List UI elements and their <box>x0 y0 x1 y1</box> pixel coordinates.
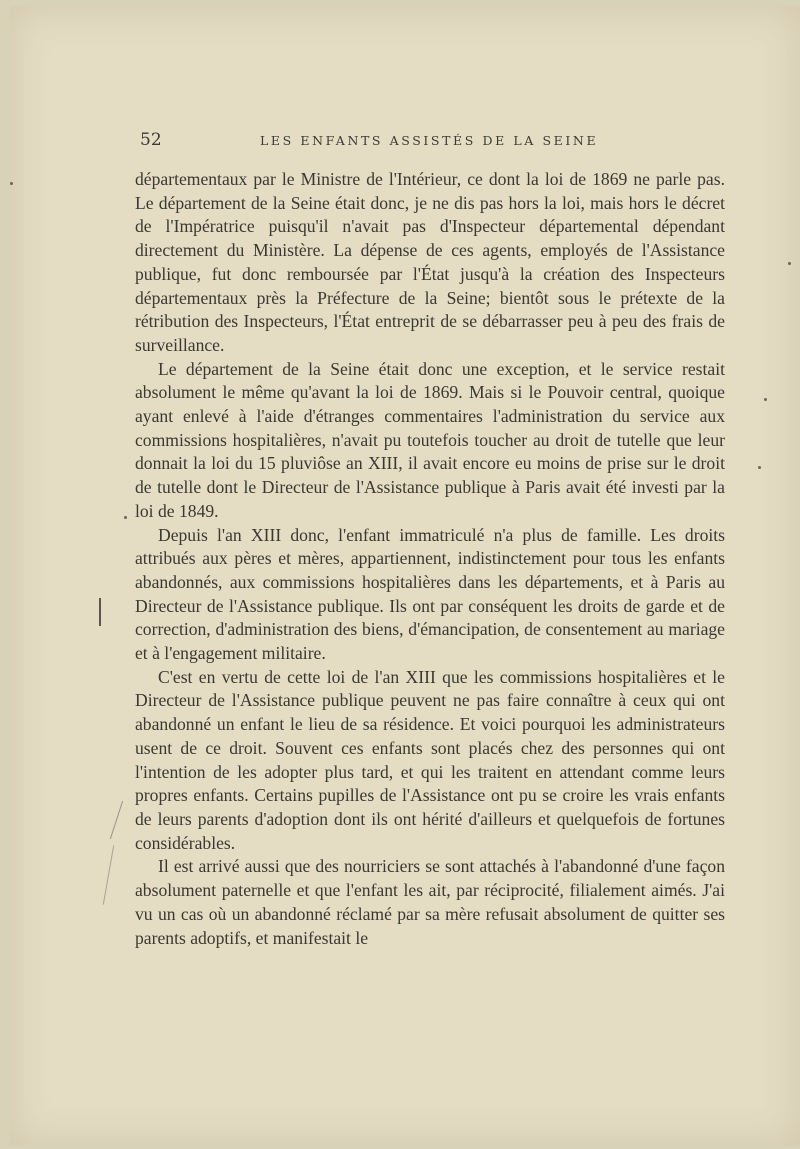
margin-bar-mark <box>99 598 101 626</box>
margin-speck <box>764 398 767 401</box>
body-text <box>135 168 725 950</box>
margin-speck <box>124 516 127 519</box>
page-header <box>140 130 725 154</box>
paragraph-2: Le département de la Seine était donc une exception, et le service restait absolument le même qu'avant la loi de 1869. Mais si le Pouvoir central, quoique ayant enlevé à l'aide d'étranges commentaires l'administration du service aux commissions hospitalières, n'avait pu toutefois toucher au droit de tutelle que leur donnait la loi du 15 pluviôse an XIII, il avait encore eu moins de prise sur le droit de tutelle dont le Directeur de l'Assistance publique à Paris avait été investi par la loi de 1849. <box>135 358 725 521</box>
paragraph-3: Depuis l'an XIII donc, l'enfant immatriculé n'a plus de famille. Les droits attribués aux pères et mères, appartiennent, indistinctement pour tous les enfants abandonnés, aux commissions hospitalières dans les départements, et à Paris au Directeur de l'Assistance publique. Ils ont par conséquent les droits de garde et de correction, d'administration des biens, d'émancipation, de consentement au mariage et à l'engagement militaire. <box>135 524 725 664</box>
page-number: 52 <box>140 130 162 150</box>
paragraph-5: Il est arrivé aussi que des nourriciers se sont attachés à l'abandonné d'une façon absolument paternelle et que l'enfant les ait, par réciprocité, filialement aimés. J'ai vu un cas où un abandonné réclamé par sa mère refusait absolument de quitter ses parents adoptifs, et manifestait le <box>135 856 725 948</box>
margin-speck <box>10 182 13 185</box>
margin-speck <box>758 466 761 469</box>
margin-speck <box>788 262 791 265</box>
paragraph-4: C'est en vertu de cette loi de l'an XIII que les commissions hospitalières et le Directeur de l'Assistance publique peuvent ne pas faire connaître à ceux qui ont abandonné un enfant le lieu de sa résidence. Et voici pourquoi les administrateurs usent de ce droit. Souvent ces enfants sont placés chez des personnes qui ont l'intention de les adopter plus tard, et qui les traitent en attendant comme leurs propres enfants. Certains pupilles de l'Assistance ont pu se croire les vrais enfants de leurs parents d'adoption dont ils ont hérité d'ailleurs et quelquefois de fortunes considérables. <box>135 666 725 853</box>
paragraph-1: départementaux par le Ministre de l'Intérieur, ce dont la loi de 1869 ne parle pas. Le département de la Seine était donc, je ne dis pas hors la loi, mais hors le décret de l'Impératrice puisqu'il n'avait pas d'Inspecteur départemental dépendant directement du Ministère. La dépense de ces agents, employés de l'Assistance publique, fut donc remboursée par l'État jusqu'à la création des Inspecteurs départementaux près la Préfecture de la Seine; bientôt sous le prétexte de la rétribution des Inspecteurs, l'État entreprit de se débarrasser peu à peu des frais de surveillance. <box>135 169 725 355</box>
running-title: LES ENFANTS ASSISTÉS DE LA SEINE <box>260 133 599 148</box>
